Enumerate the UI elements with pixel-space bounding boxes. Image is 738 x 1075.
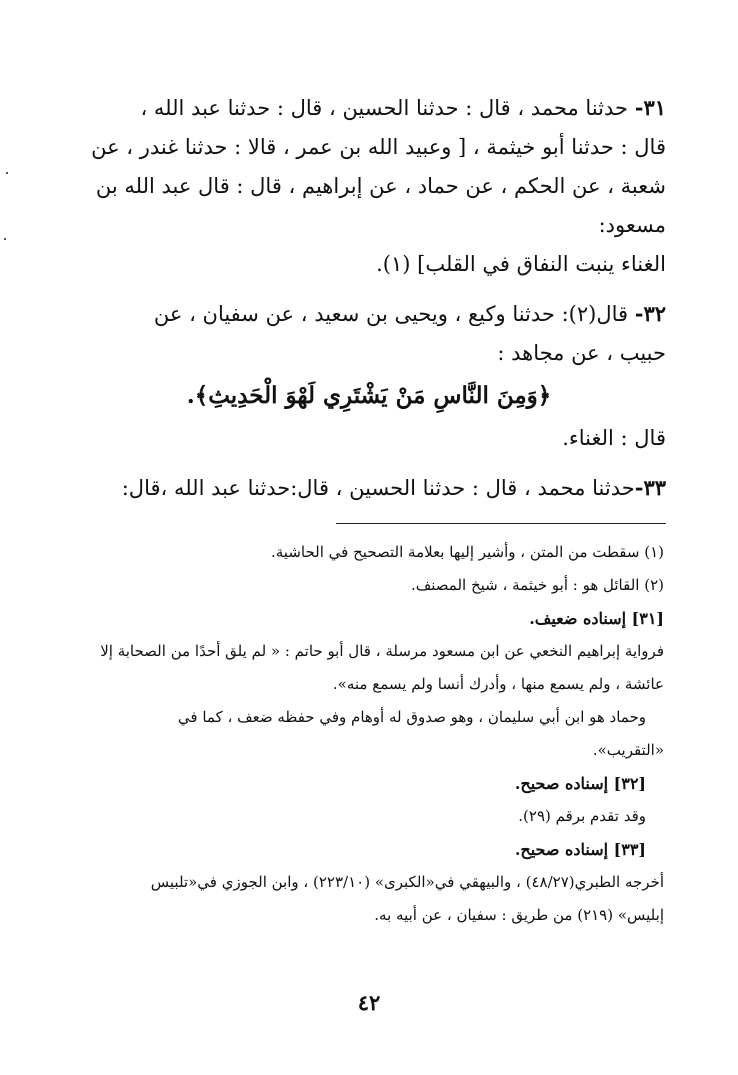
narration-31 [72,88,666,284]
footnote-1: (١) سقطت من المتن ، وأشير إليها بعلامة التصحيح في الحاشية. [271,543,664,561]
main-text [72,88,666,518]
narration-31-line-2: قال : حدثنا أبو خيثمة ، [ وعبيد الله بن عمر ، قالا : حدثنا غندر ، عن [91,135,666,159]
comment-32: وقد تقدم برقم (٢٩). [518,807,646,825]
narration-32-line-3: قال : الغناء. [562,426,666,450]
narration-33-line-1: ٣٣-حدثنا محمد ، قال : حدثنا الحسين ، قال:حدثنا عبد الله ،قال: [121,475,666,500]
scan-mark [6,172,8,174]
narration-32 [72,294,666,458]
heading-31: [٣١] إسناده ضعيف. [529,609,664,628]
footnote-2: (٢) القائل هو : أبو خيثمة ، شيخ المصنف. [410,576,664,594]
narration-31-line-5: الغناء ينبت النفاق في القلب] (١). [376,252,666,276]
comment-33-line-1: أخرجه الطبري(٤٨/٢٧) ، والبيهقي في«الكبرى» (٢٢٣/١٠) ، وابن الجوزي في«تلبيس [150,873,664,891]
narration-number: ٣٣- [634,475,666,500]
comment-31-line-3: وحماد هو ابن أبي سليمان ، وهو صدوق له أوهام وفي حفظه ضعف ، كما في [177,708,646,726]
footnotes [84,536,664,932]
heading-33: [٣٣] إسناده صحيح. [514,840,646,859]
narration-33 [72,468,666,508]
comment-31-line-4: «التقريب». [592,741,664,759]
narration-32-line-1: ٣٢- قال(٢): حدثنا وكيع ، ويحيى بن سعيد ، عن سفيان ، عن [153,301,666,326]
comment-31-line-1: فرواية إبراهيم النخعي عن ابن مسعود مرسلة ، قال أبو حاتم : « لم يلق أحدًا من الصحابة إلا [100,642,664,660]
heading-32: [٣٢] إسناده صحيح. [514,774,646,793]
footnote-divider [336,523,666,524]
narration-32-line-2: حبيب ، عن مجاهد : [497,341,666,365]
narration-number: ٣٢- [634,301,666,326]
comment-33-line-2: إبليس» (٢١٩) من طريق : سفيان ، عن أبيه به. [374,906,664,924]
narration-31-line-1: ٣١- حدثنا محمد ، قال : حدثنا الحسين ، قال : حدثنا عبد الله ، [140,95,666,120]
quran-verse: ﴿وَمِنَ النَّاسِ مَنْ يَشْتَرِي لَهْوَ الْحَدِيثِ﴾. [186,382,552,409]
comment-31-line-2: عائشة ، ولم يسمع منها ، وأدرك أنسا ولم يسمع منه». [332,675,664,693]
page-number: ٤٢ [357,990,381,1015]
narration-31-line-3: شعبة ، عن الحكم ، عن حماد ، عن إبراهيم ، قال : قال عبد الله بن [95,174,666,198]
narration-31-line-4: مسعود: [598,213,666,237]
scan-mark [4,238,6,240]
narration-number: ٣١- [634,95,666,120]
